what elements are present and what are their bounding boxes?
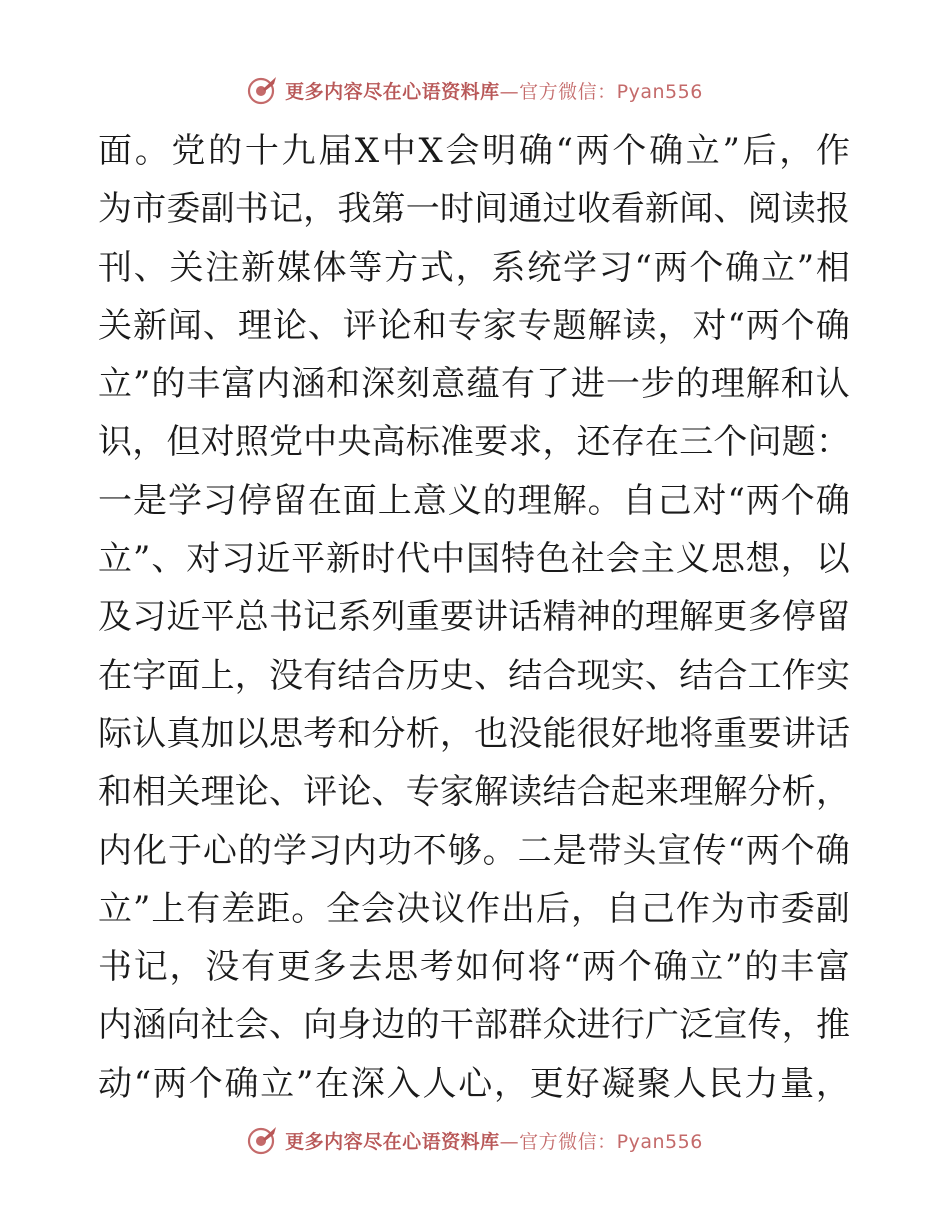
body-line: 立 ” 的 丰 富 内 涵 和 深 刻 意 蕴 有 了 进 一 步 的 理 解 和 认 <box>98 364 850 405</box>
body-line: 和 相 关 理 论 、 评 论 、 专 家 解 读 结 合 起 来 理 解 分 析 ， <box>98 772 850 813</box>
header-watermark <box>0 70 950 110</box>
body-line: 在 字 面 上 ， 没 有 结 合 历 史 、 结 合 现 实 、 结 合 工 作 实 <box>98 655 850 696</box>
body-line: 识 ， 但 对 照 党 中 央 高 标 准 要 求 ， 还 存 在 三 个 问 题 ： <box>98 422 850 463</box>
body-line: 刊 、 关 注 新 媒 体 等 方 式 ， 系 统 学 习 “ 两 个 确 立 ” 相 <box>98 247 850 288</box>
body-line: 内 化 于 心 的 学 习 内 功 不 够 。 二 是 带 头 宣 传 “ 两 个 确 <box>98 830 850 871</box>
watermark-text: 更多内容尽在心语资料库—官方微信：Pyan556 <box>285 80 703 103</box>
body-line: 立 ” 上 有 差 距 。 全 会 决 议 作 出 后 ， 自 己 作 为 市 委 副 <box>98 888 850 929</box>
quill-pen-logo-icon <box>247 1124 279 1156</box>
body-line: 关 新 闻 、 理 论 、 评 论 和 专 家 专 题 解 读 ， 对 “ 两 个 确 <box>98 305 850 346</box>
document-body <box>98 122 850 1113</box>
body-line: 际 认 真 加 以 思 考 和 分 析 ， 也 没 能 很 好 地 将 重 要 讲 话 <box>98 713 850 754</box>
body-line: 为 市 委 副 书 记 ， 我 第 一 时 间 通 过 收 看 新 闻 、 阅 读 报 <box>98 189 850 230</box>
body-line: 一 是 学 习 停 留 在 面 上 意 义 的 理 解 。 自 己 对 “ 两 个 确 <box>98 480 850 521</box>
body-line: 书 记 ， 没 有 更 多 去 思 考 如 何 将 “ 两 个 确 立 ” 的 丰 富 <box>98 947 850 988</box>
body-line: 立 ” 、 对 习 近 平 新 时 代 中 国 特 色 社 会 主 义 思 想 ， 以 <box>98 539 850 580</box>
body-line: 动 “ 两 个 确 立 ” 在 深 入 人 心 ， 更 好 凝 聚 人 民 力 量 ， <box>98 1063 850 1104</box>
watermark-text: 更多内容尽在心语资料库—官方微信：Pyan556 <box>285 1130 703 1153</box>
footer-watermark <box>0 1120 950 1160</box>
body-line: 内 涵 向 社 会 、 向 身 边 的 干 部 群 众 进 行 广 泛 宣 传 ， 推 <box>98 1005 850 1046</box>
quill-pen-logo-icon <box>247 74 279 106</box>
body-line: 及 习 近 平 总 书 记 系 列 重 要 讲 话 精 神 的 理 解 更 多 停 留 <box>98 597 850 638</box>
body-line: 面 。 党 的 十 九 届 X 中 X 会 明 确 “ 两 个 确 立 ” 后 ， 作 <box>98 131 850 171</box>
